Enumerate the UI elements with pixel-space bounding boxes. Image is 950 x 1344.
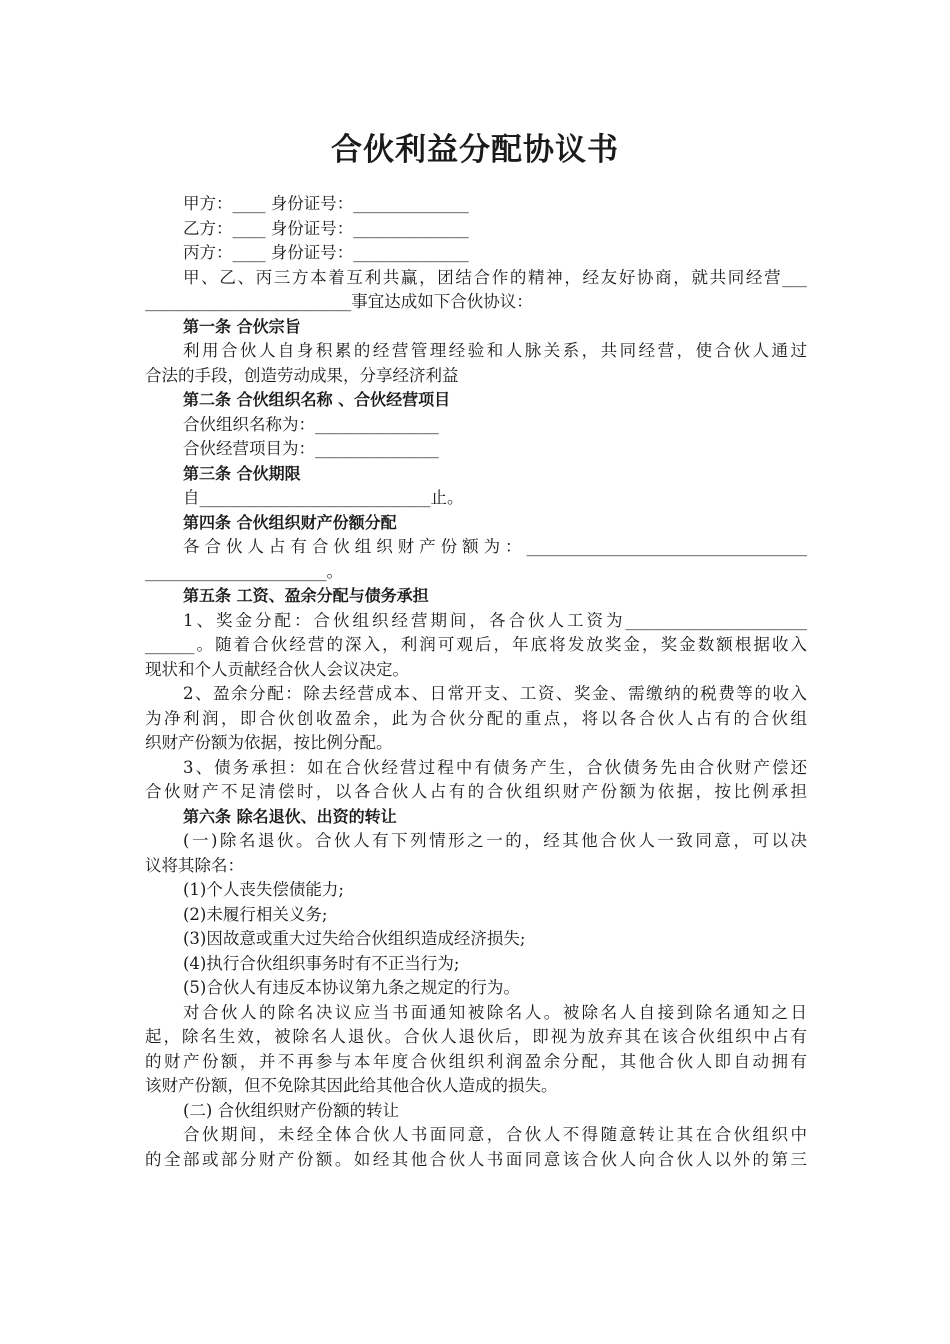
section-heading: 第一条 合伙宗旨: [183, 316, 301, 336]
section-heading: 第五条 工资、盈余分配与债务承担: [183, 586, 429, 605]
paragraph-line: 议将其除名：: [145, 855, 244, 875]
paragraph-line: 合伙组织名称为：_______________: [183, 414, 439, 434]
paragraph-line: (1)个人丧失偿债能力;: [183, 880, 344, 899]
paragraph-line: (一)除名退伙。合伙人有下列情形之一的，经其他合伙人一致同意，可以决: [183, 831, 807, 850]
paragraph-line: 起，除名生效，被除名人退伙。合伙人退伙后，即视为放弃其在该合伙组织中占有: [145, 1027, 807, 1046]
section-heading: 第六条 除名退伙、出资的转让: [183, 806, 397, 826]
document-body: [145, 192, 807, 1172]
section-heading: 第二条 合伙组织名称 、合伙经营项目: [183, 390, 451, 409]
paragraph-line: 现状和个人贡献经合伙人会议决定。: [145, 659, 409, 679]
paragraph-line: (4)执行合伙组织事务时有不正当行为;: [183, 953, 460, 973]
paragraph-line: ______________________。: [145, 561, 343, 581]
document-title: 合伙利益分配协议书: [331, 132, 619, 168]
paragraph-line: 对合伙人的除名决议应当书面通知被除名人。被除名人自接到除名通知之日: [183, 1002, 807, 1022]
paragraph-line: 合伙期间，未经全体合伙人书面同意，合伙人不得随意转让其在合伙组织中: [183, 1125, 807, 1144]
paragraph-line: (2)未履行相关义务;: [183, 904, 328, 924]
paragraph-line: 利用合伙人自身积累的经营管理经验和人脉关系，共同经营，使合伙人通过: [183, 341, 807, 360]
paragraph-line: _________________________事宜达成如下合伙协议：: [145, 292, 533, 311]
section-heading: 第三条 合伙期限: [183, 463, 301, 483]
paragraph-line: 该财产份额，但不免除其因此给其他合伙人造成的损失。: [145, 1076, 558, 1095]
paragraph-line: 各合伙人占有合伙组织财产份额为：__________________________________: [183, 537, 807, 556]
paragraph-line: 合伙经营项目为：_______________: [183, 439, 439, 458]
paragraph-line: 的财产份额，并不再参与本年度合伙组织利润盈余分配，其他合伙人即自动拥有: [145, 1051, 807, 1071]
paragraph-line: 甲方：____ 身份证号：______________: [183, 194, 469, 213]
paragraph-line: 甲、乙、丙三方本着互利共赢，团结合作的精神，经友好协商，就共同经营___: [183, 267, 807, 287]
paragraph-line: (3)因故意或重大过失给合伙组织造成经济损失;: [183, 929, 526, 948]
paragraph-line: 乙方：____ 身份证号：______________: [183, 218, 469, 238]
paragraph-line: 3、债务承担：如在合伙经营过程中有债务产生，合伙债务先由合伙财产偿还: [183, 757, 807, 777]
paragraph-line: 自____________________________止。: [183, 488, 464, 507]
paragraph-line: (二) 合伙组织财产份额的转让: [183, 1100, 400, 1120]
paragraph-line: 2、盈余分配：除去经营成本、日常开支、工资、奖金、需缴纳的税费等的收入: [183, 684, 807, 703]
paragraph-line: 丙方：____ 身份证号：______________: [183, 243, 469, 262]
paragraph-line: 的全部或部分财产份额。如经其他合伙人书面同意该合伙人向合伙人以外的第三: [145, 1149, 807, 1169]
paragraph-line: 合伙财产不足清偿时，以各合伙人占有的合伙组织财产份额为依据，按比例承担: [145, 782, 807, 801]
paragraph-line: ______。随着合伙经营的深入，利润可观后，年底将发放奖金，奖金数额根据收入: [145, 635, 807, 654]
paragraph-line: 为净利润，即合伙创收盈余，此为合伙分配的重点，将以各合伙人占有的合伙组: [145, 708, 807, 728]
paragraph-line: 织财产份额为依据，按比例分配。: [145, 733, 393, 752]
section-heading: 第四条 合伙组织财产份额分配: [183, 512, 397, 532]
paragraph-line: (5)合伙人有违反本协议第九条之规定的行为。: [183, 978, 520, 997]
paragraph-line: 1、奖金分配：合伙组织经营期间，各合伙人工资为______________________: [183, 610, 807, 630]
paragraph-line: 合法的手段，创造劳动成果，分享经济利益: [145, 365, 459, 385]
